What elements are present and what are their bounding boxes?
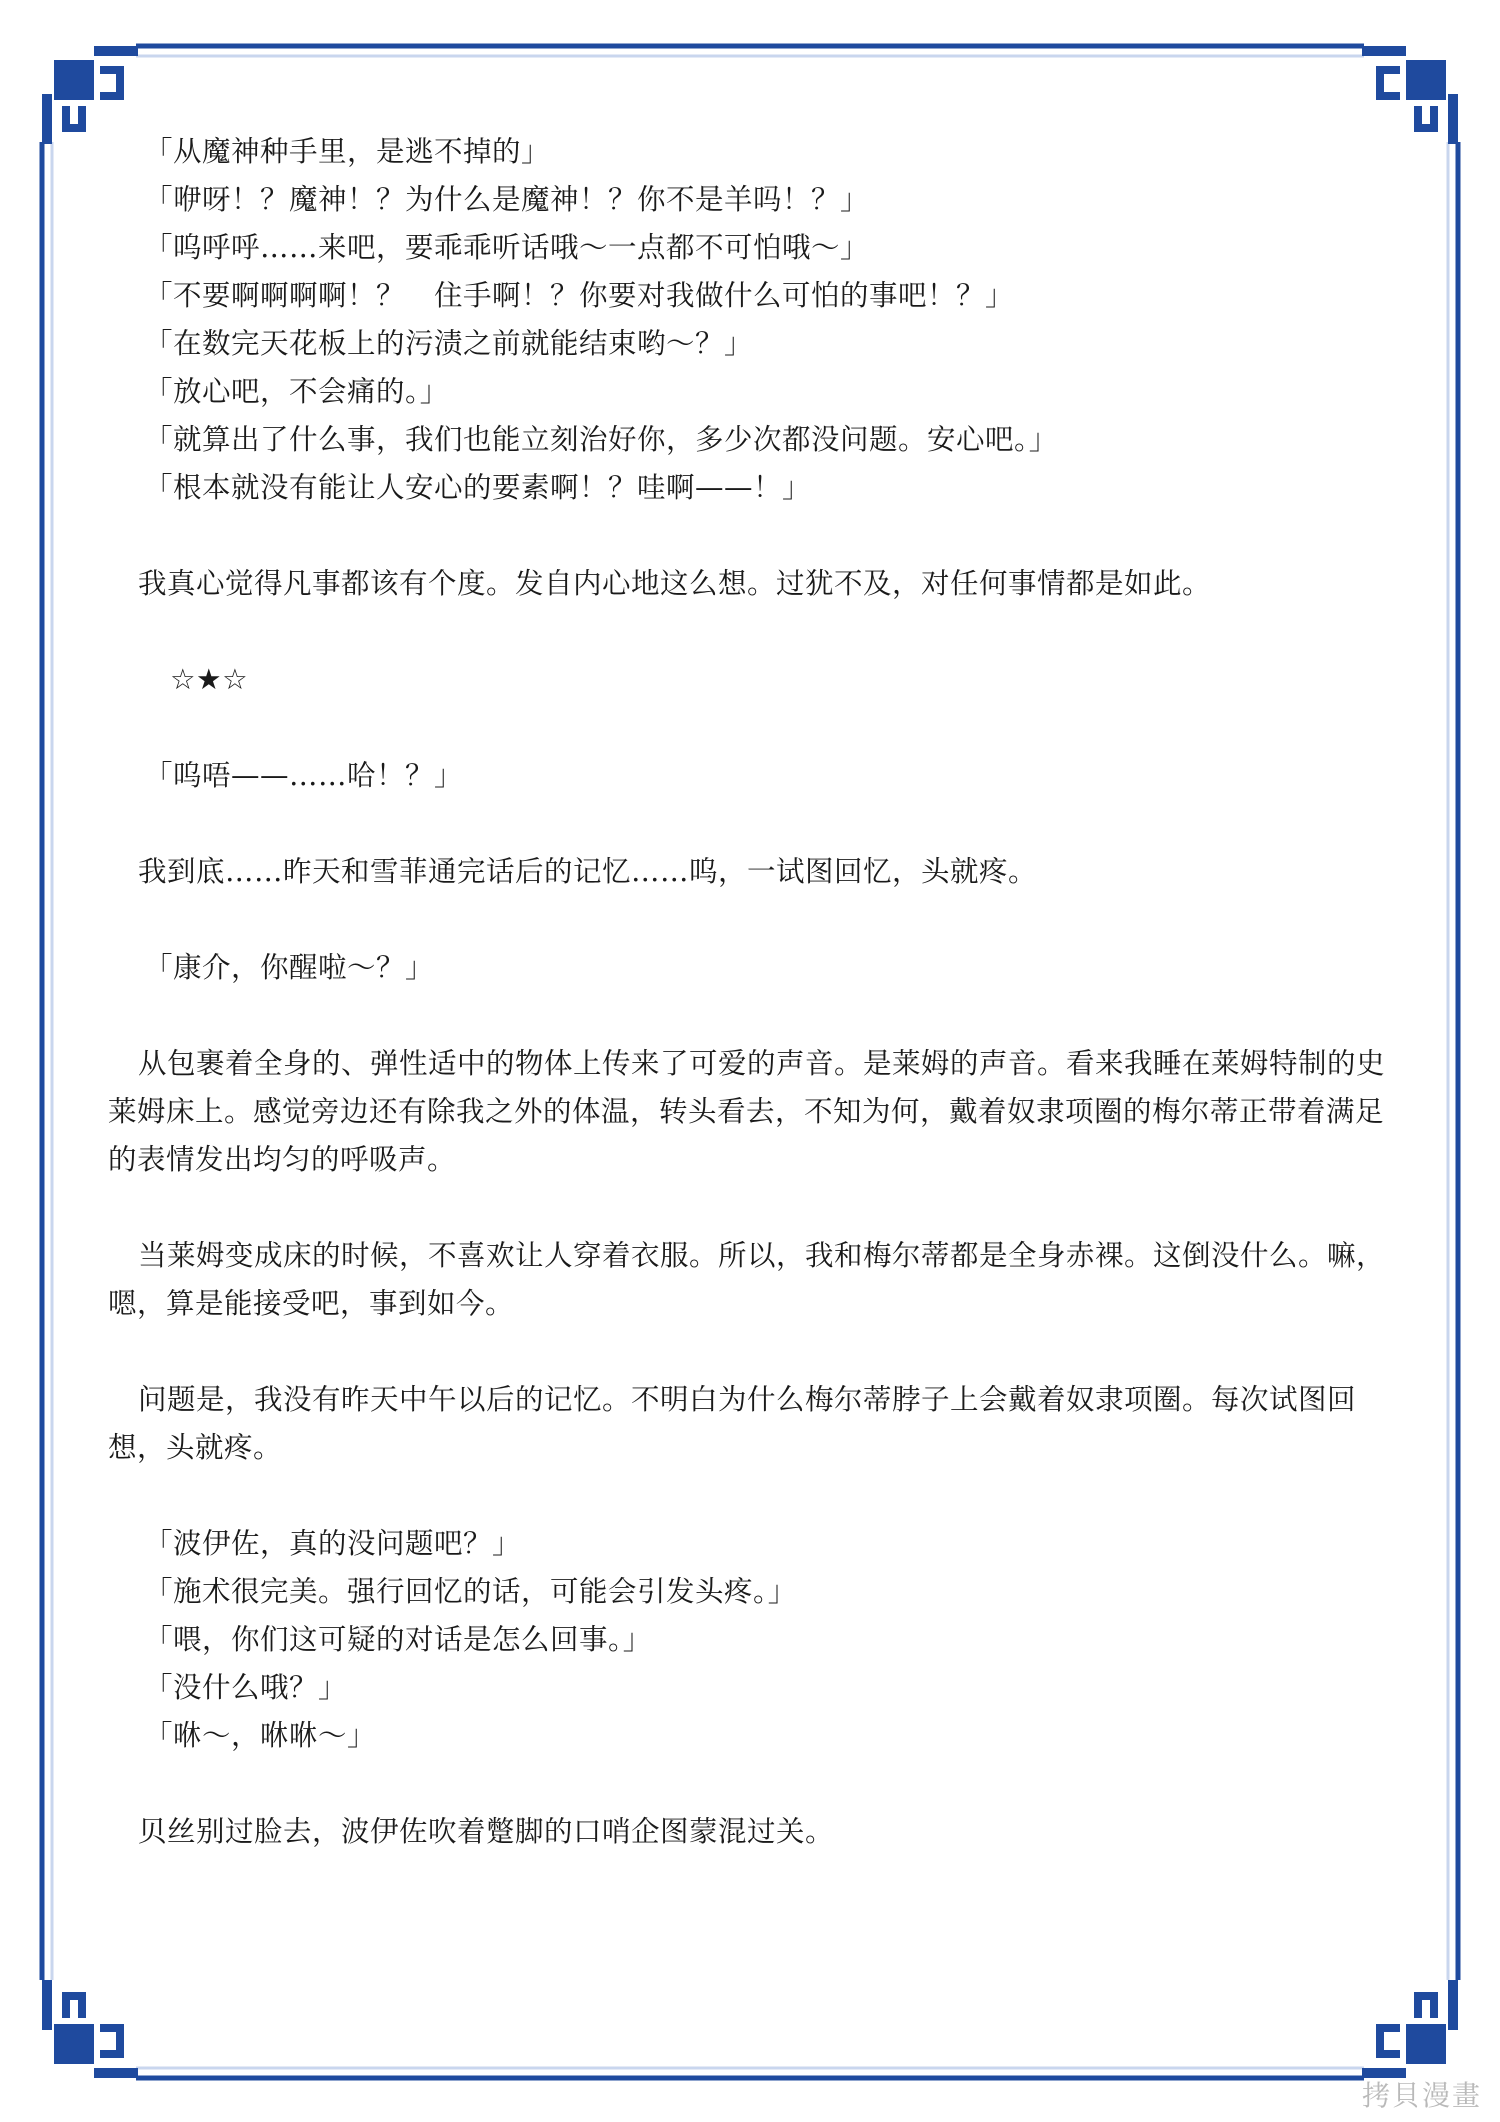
page-body <box>108 128 1388 1856</box>
watermark: 拷貝漫畫 <box>1361 2079 1482 2112</box>
scene-break: ☆★☆ <box>170 663 249 696</box>
narration-paragraph: 我真心觉得凡事都该有个度。发自内心地这么想。过犹不及，对任何事情都是如此。 <box>138 567 1212 600</box>
dialogue-line: 「没什么哦？」 <box>144 1671 348 1704</box>
dialogue-line: 「呜唔——……哈！？」 <box>144 759 464 792</box>
dialogue-line: 「波伊佐，真的没问题吧？」 <box>144 1527 522 1560</box>
dialogue-line: 「就算出了什么事，我们也能立刻治好你，多少次都没问题。安心吧。」 <box>144 423 1058 456</box>
dialogue-line: 「呜呼呼……来吧，要乖乖听话哦～一点都不可怕哦～」 <box>144 231 870 264</box>
dialogue-line: 「从魔神种手里，是逃不掉的」 <box>144 135 551 168</box>
narration-paragraph: 我到底……昨天和雪菲通完话后的记忆……呜，一试图回忆，头就疼。 <box>138 855 1038 888</box>
corner-ornament-bottom-left <box>42 1980 138 2078</box>
dialogue-line: 「施术很完美。强行回忆的话，可能会引发头疼。」 <box>144 1575 797 1608</box>
narration-paragraph: 从包裹着全身的、弹性适中的物体上传来了可爱的声音。是莱姆的声音。看来我睡在莱姆特制的史莱姆床上。感觉旁边还有除我之外的体温，转头看去，不知为何，戴着奴隶项圈的梅尔蒂正带着满足的表情发出均匀的呼吸声。 <box>108 1047 1386 1176</box>
dialogue-line: 「不要啊啊啊啊！？ 住手啊！？你要对我做什么可怕的事吧！？」 <box>144 279 1015 312</box>
dialogue-line: 「喂，你们这可疑的对话是怎么回事。」 <box>144 1623 652 1656</box>
corner-ornament-bottom-right <box>1362 1980 1458 2078</box>
dialogue-line: 「在数完天花板上的污渍之前就能结束哟～？」 <box>144 327 754 360</box>
dialogue-line: 「咿呀！？魔神！？为什么是魔神！？你不是羊吗！？」 <box>144 183 870 216</box>
dialogue-line: 「咻～，咻咻～」 <box>144 1719 377 1752</box>
dialogue-line: 「康介，你醒啦～？」 <box>144 951 435 984</box>
dialogue-line: 「放心吧，不会痛的。」 <box>144 375 449 408</box>
narration-paragraph: 贝丝别过脸去，波伊佐吹着蹩脚的口哨企图蒙混过关。 <box>138 1815 835 1848</box>
dialogue-line: 「根本就没有能让人安心的要素啊！？哇啊——！」 <box>144 471 812 504</box>
narration-paragraph: 问题是，我没有昨天中午以后的记忆。不明白为什么梅尔蒂脖子上会戴着奴隶项圈。每次试图回想，头就疼。 <box>108 1383 1357 1464</box>
narration-paragraph: 当莱姆变成床的时候，不喜欢让人穿着衣服。所以，我和梅尔蒂都是全身赤裸。这倒没什么。嘛，嗯，算是能接受吧，事到如今。 <box>108 1239 1386 1320</box>
